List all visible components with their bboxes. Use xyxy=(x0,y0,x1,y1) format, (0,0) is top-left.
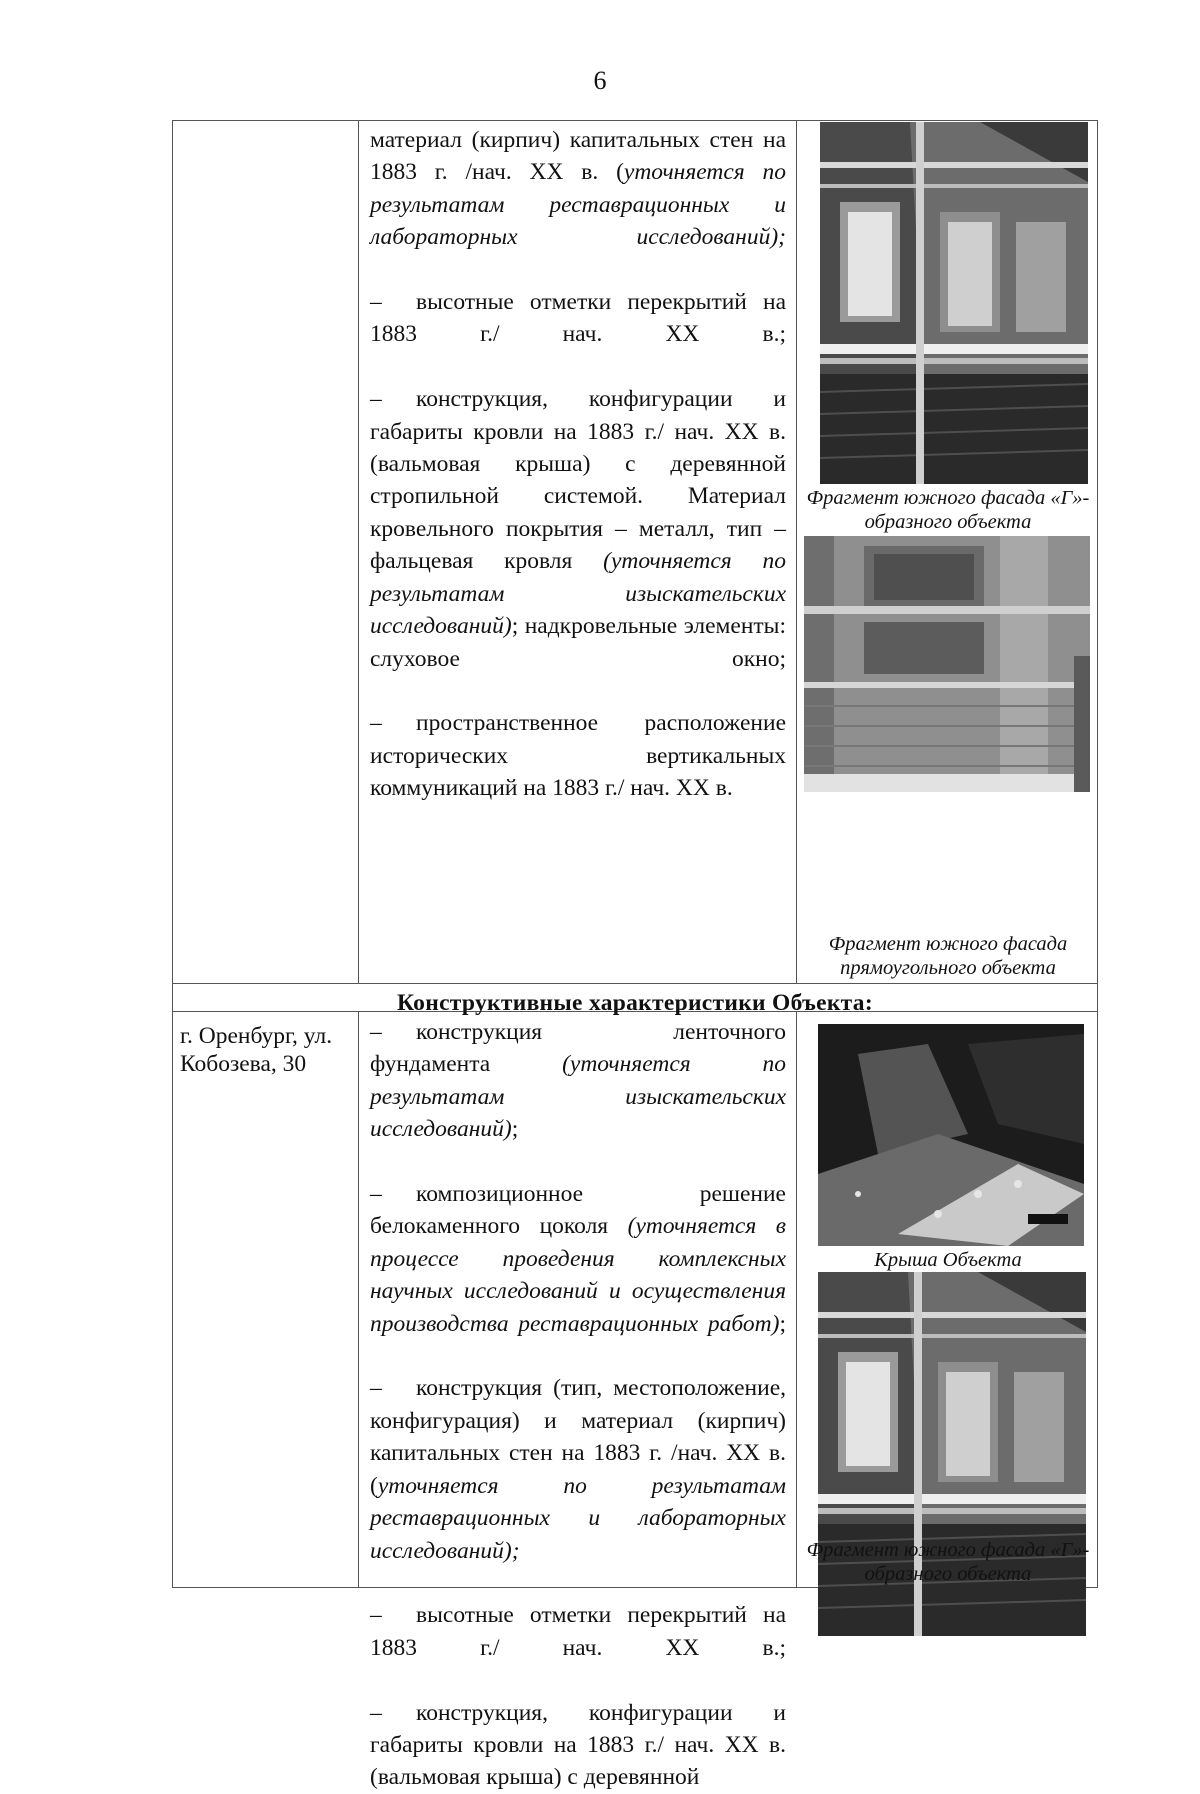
text-run: пространственное расположение исторических вертикальных коммуникаций на 1883 г./ нач. XX в. xyxy=(370,710,786,802)
photo-object-roof xyxy=(818,1024,1084,1246)
column-divider-1-top xyxy=(358,120,359,984)
list-dash: – xyxy=(370,1699,382,1726)
characteristic-paragraph xyxy=(370,383,786,707)
text-run: конструкция (тип, местоположение, конфигурация) и материал (кирпич) капитальных стен на 1883 г. /нач. XX в. ( xyxy=(370,1375,786,1499)
characteristic-paragraph xyxy=(370,1178,786,1372)
column-divider-1-bottom xyxy=(358,1011,359,1588)
row1-characteristics-text xyxy=(370,124,786,805)
table-border-left xyxy=(172,120,173,1588)
italic-note: (уточняется по результатам изыскательских исследований) xyxy=(370,1051,786,1143)
page-number: 6 xyxy=(593,66,607,95)
text-run: материал (кирпич) капитальных стен на 1883 г. /нач. XX в. ( xyxy=(370,127,786,186)
text-run: ; xyxy=(511,1116,519,1143)
list-dash: – xyxy=(370,386,382,413)
characteristic-paragraph xyxy=(370,286,786,383)
text-run: композиционное решение белокаменного цоколя xyxy=(370,1181,786,1240)
caption-south-facade-rectangular: Фрагмент южного фасада прямоугольного объекта xyxy=(828,933,1068,979)
list-dash: – xyxy=(370,1181,382,1208)
list-dash: – xyxy=(370,289,382,316)
characteristic-paragraph xyxy=(370,1697,786,1794)
caption-south-facade-g-shaped-bottom: Фрагмент южного фасада «Г»-образного объекта xyxy=(806,1539,1090,1585)
text-run: конструкция ленточного фундамента xyxy=(370,1019,786,1078)
characteristic-paragraph xyxy=(370,124,786,286)
italic-note: уточняется по результатам реставрационных и лабораторных исследований); xyxy=(370,1472,786,1564)
list-dash: – xyxy=(370,710,382,737)
object-address: г. Оренбург, ул. Кобозева, 30 xyxy=(180,1023,333,1077)
characteristic-paragraph xyxy=(370,1599,786,1696)
photo-south-facade-rectangular xyxy=(804,536,1090,792)
caption-south-facade-g-shaped-top: Фрагмент южного фасада «Г»-образного объекта xyxy=(806,487,1090,533)
row-divider-upper xyxy=(172,983,1098,984)
table-border-right xyxy=(1097,120,1098,1588)
italic-note: (уточняется в процессе проведения комплексных научных исследований и осуществления производства реставрационных работ) xyxy=(370,1213,786,1337)
row2-characteristics-text xyxy=(370,1016,786,1794)
column-divider-2-bottom xyxy=(796,1011,797,1588)
text-run: высотные отметки перекрытий на 1883 г./ нач. XX в.; xyxy=(370,289,786,348)
characteristics-table xyxy=(172,120,1098,1791)
text-run: ; xyxy=(779,1310,786,1337)
text-run: конструкция, конфигурации и габариты кровли на 1883 г./ нач. XX в. (вальмовая крыша) с деревянной xyxy=(370,1699,786,1791)
characteristic-paragraph xyxy=(370,1372,786,1599)
italic-note: (уточняется по результатам изыскательских исследований) xyxy=(370,548,786,640)
table-border-top xyxy=(172,120,1098,121)
section-heading: Конструктивные характеристики Объекта: xyxy=(397,990,873,1016)
list-dash: – xyxy=(370,1019,382,1045)
text-run: ; надкровельные элементы: слуховое окно; xyxy=(370,613,786,672)
text-run: высотные отметки перекрытий на 1883 г./ нач. XX в.; xyxy=(370,1602,786,1661)
photo-south-facade-g-shaped-top xyxy=(820,122,1088,484)
characteristic-paragraph xyxy=(370,1016,786,1178)
characteristic-paragraph xyxy=(370,707,786,804)
list-dash: – xyxy=(370,1375,382,1402)
list-dash: – xyxy=(370,1602,382,1629)
caption-object-roof: Крыша Объекта xyxy=(874,1249,1022,1271)
column-divider-2-top xyxy=(796,120,797,984)
italic-note: уточняется по результатам реставрационных и лабораторных исследований); xyxy=(370,159,786,251)
text-run: конструкция, конфигурации и габариты кровли на 1883 г./ нач. XX в. (вальмовая крыша) с деревянной стропильной системой. Материал кровельного покрытия – металл, тип – фальцевая кровля xyxy=(370,386,786,575)
